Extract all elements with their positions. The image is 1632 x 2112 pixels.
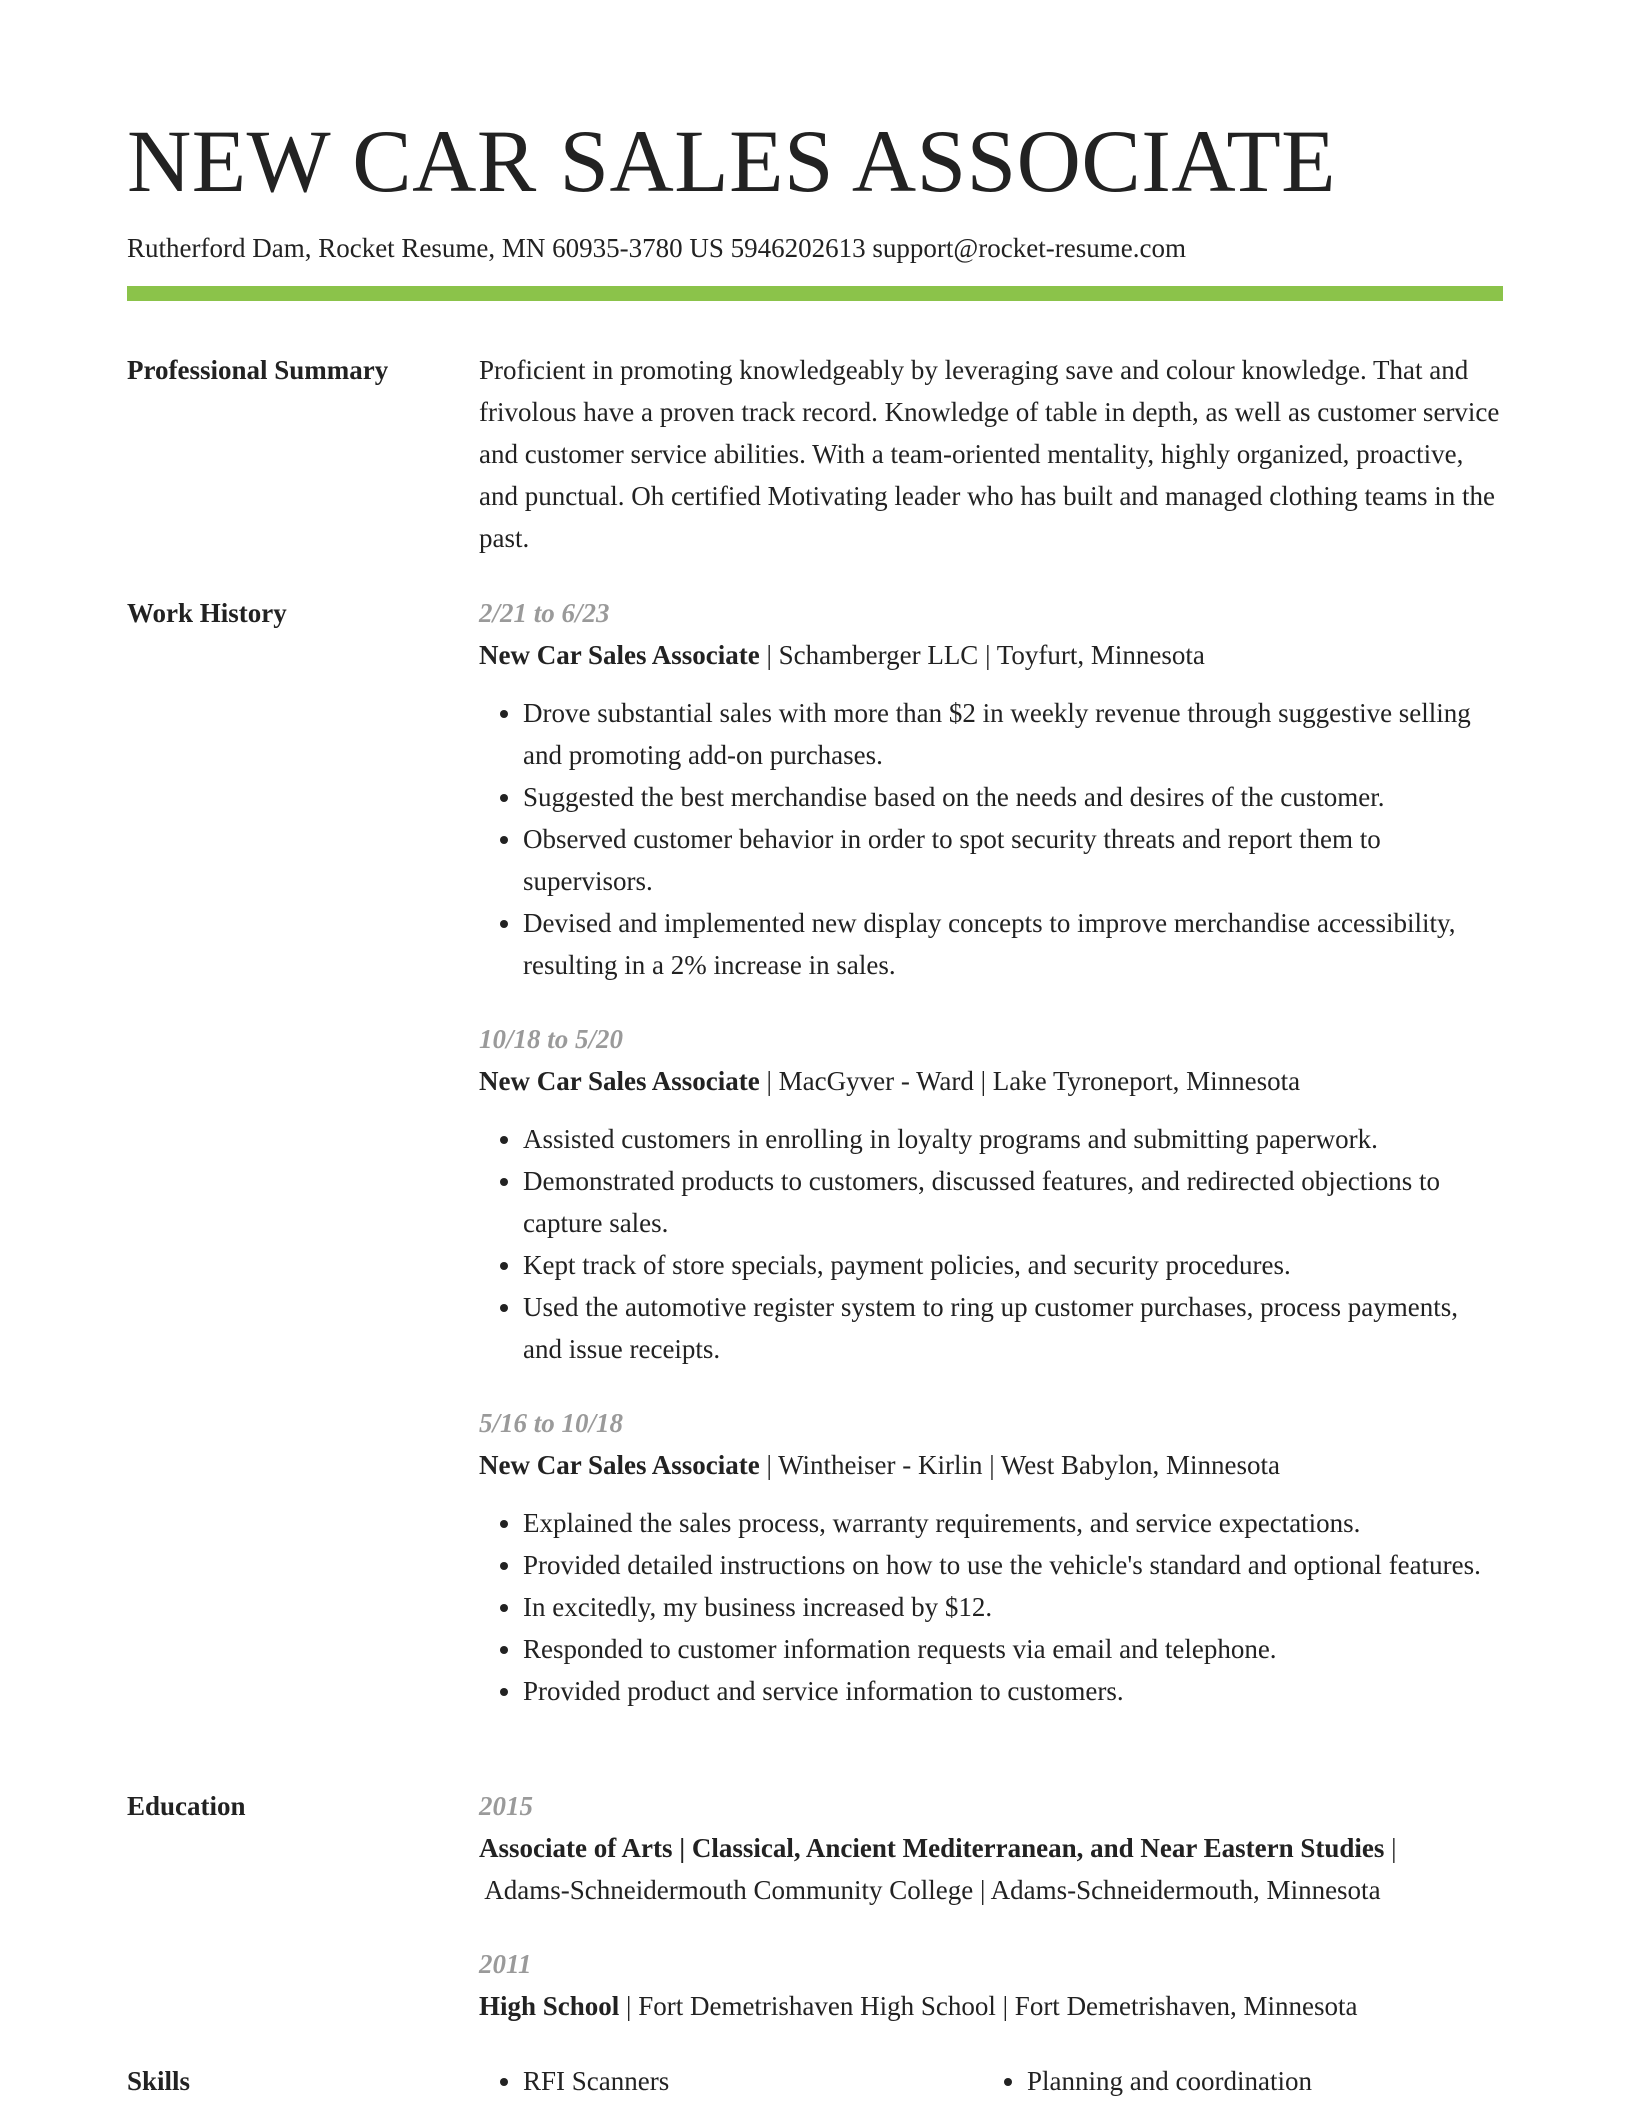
school-details: | Fort Demetrishaven High School | Fort Demetrishaven, Minnesota [619, 1991, 1358, 2021]
education-year: 2011 [479, 1949, 532, 1979]
job-entry [479, 1018, 1503, 1370]
summary-text: Proficient in promoting knowledgeably by leveraging save and colour knowledge. That and frivolous have a proven track record. Knowledge of table in depth, as well as customer service and customer service abilities. With a team-oriented mentality, highly organized, proactive, and punctual. Oh certified Motivating leader who has built and managed clothing teams in the past. [479, 355, 1500, 553]
job-heading [479, 634, 1503, 676]
job-title: New Car Sales Associate [479, 1450, 760, 1480]
contact-line: Rutherford Dam, Rocket Resume, MN 60935-3780 US 5946202613 support@rocket-resume.com [127, 233, 1186, 263]
job-dates: 5/16 to 10/18 [479, 1408, 624, 1438]
summary-body [479, 349, 1503, 559]
job-details: | Wintheiser - Kirlin | West Babylon, Minnesota [759, 1450, 1280, 1480]
education-body [479, 1785, 1503, 2027]
skill-item: • Planning and coordination [1027, 2060, 1487, 2102]
job-bullet: • Devised and implemented new display concepts to improve merchandise accessibility, resulting in a 2% increase in sales. [523, 902, 1503, 986]
job-bullet: • Suggested the best merchandise based on the needs and desires of the customer. [523, 776, 1503, 818]
skills-body [479, 2060, 1503, 2102]
job-bullet: • Demonstrated products to customers, discussed features, and redirected objections to capture sales. [523, 1160, 1503, 1244]
skill-item: • RFI Scanners [523, 2060, 983, 2102]
job-entry [479, 592, 1503, 986]
education-heading: Education [127, 1791, 246, 1821]
education-entry [479, 1785, 1503, 1911]
skills-column-right [983, 2060, 1487, 2102]
job-bullet: • Provided detailed instructions on how to use the vehicle's standard and optional features. [523, 1544, 1503, 1586]
education-entry [479, 1943, 1503, 2027]
work-body [479, 592, 1503, 1712]
job-bullet: • Observed customer behavior in order to spot security threats and report them to supervisors. [523, 818, 1503, 902]
job-details: | Schamberger LLC | Toyfurt, Minnesota [759, 640, 1205, 670]
job-bullet: • Responded to customer information requests via email and telephone. [523, 1628, 1503, 1670]
job-bullet: • Kept track of store specials, payment policies, and security procedures. [523, 1244, 1503, 1286]
job-bullets [479, 692, 1503, 986]
job-bullet: • Assisted customers in enrolling in loyalty programs and submitting paperwork. [523, 1118, 1503, 1160]
job-bullet: • Drove substantial sales with more than $2 in weekly revenue through suggestive selling and promoting add-on purchases. [523, 692, 1503, 776]
job-bullet: • Used the automotive register system to ring up customer purchases, process payments, and issue receipts. [523, 1286, 1503, 1370]
skills-grid [479, 2060, 1503, 2102]
degree-title: Associate of Arts | Classical, Ancient Mediterranean, and Near Eastern Studies [479, 1833, 1385, 1863]
job-dates: 2/21 to 6/23 [479, 598, 610, 628]
skills-column-left [479, 2060, 983, 2102]
education-year: 2015 [479, 1791, 533, 1821]
job-heading [479, 1060, 1503, 1102]
job-heading [479, 1444, 1503, 1486]
degree-title: High School [479, 1991, 620, 2021]
job-details: | MacGyver - Ward | Lake Tyroneport, Minnesota [759, 1066, 1301, 1096]
skills-heading: Skills [127, 2066, 191, 2096]
job-title: New Car Sales Associate [479, 640, 760, 670]
summary-heading: Professional Summary [127, 355, 389, 385]
school-line: Adams-Schneidermouth Community College | Adams-Schneidermouth, Minnesota [479, 1875, 1381, 1905]
education-heading-line [479, 1827, 1503, 1869]
candidate-name: NEW CAR SALES ASSOCIATE [127, 113, 1337, 211]
header-divider [127, 286, 1503, 301]
job-bullet: • Explained the sales process, warranty requirements, and service expectations. [523, 1502, 1503, 1544]
job-bullet: • Provided product and service information to customers. [523, 1670, 1503, 1712]
job-title: New Car Sales Associate [479, 1066, 760, 1096]
work-heading: Work History [127, 598, 287, 628]
job-bullets [479, 1502, 1503, 1712]
job-bullets [479, 1118, 1503, 1370]
job-dates: 10/18 to 5/20 [479, 1024, 624, 1054]
degree-separator: | [1384, 1833, 1397, 1863]
education-heading-line [479, 1985, 1503, 2027]
job-bullet: • In excitedly, my business increased by $12. [523, 1586, 1503, 1628]
job-entry [479, 1402, 1503, 1712]
